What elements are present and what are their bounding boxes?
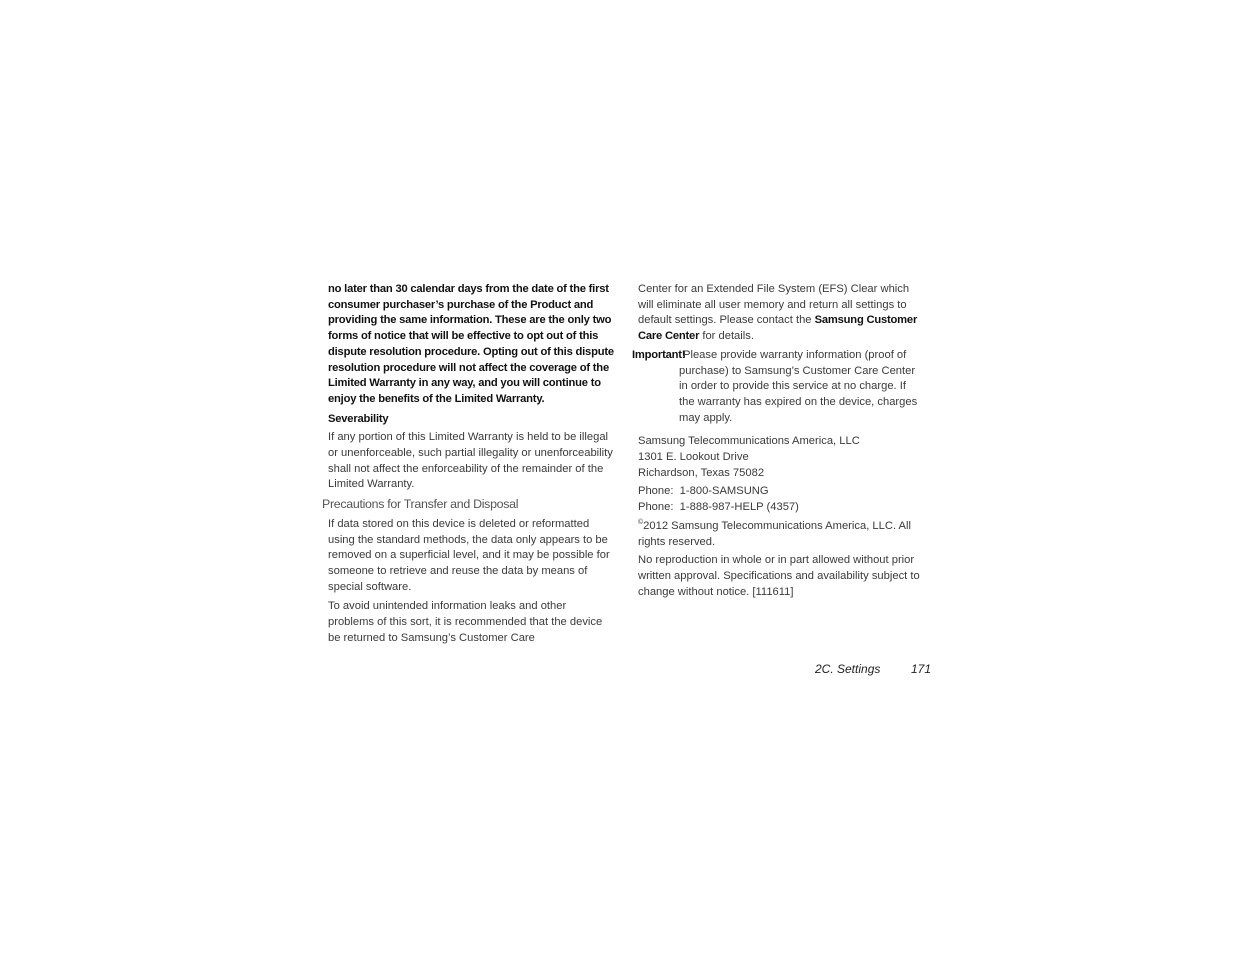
phone-samsung: Phone: 1-800-SAMSUNG [638, 485, 769, 498]
precautions-paragraph-1: If data stored on this device is deleted or reformatted using the standard methods, the data only appears to be removed on a superficial level, and it may be possible for someone to retrieve and reuse the data by means of special software. [328, 517, 610, 593]
phone-block [638, 484, 924, 515]
left-column [322, 282, 614, 650]
customer-care-center-name: Samsung Customer Care Center [638, 314, 918, 343]
page-number: 171 [910, 662, 931, 676]
copyright-notice [638, 519, 924, 550]
severability-heading: Severability [328, 412, 389, 425]
precautions-paragraph-2: To avoid unintended information leaks and other problems of this sort, it is recommended that the device be returned to Samsung’s Customer Care [328, 600, 603, 644]
efs-text-end: for details. [699, 330, 754, 343]
important-label: Important! [632, 348, 686, 361]
footer-section-title: 2C. Settings [815, 662, 881, 676]
copyright-symbol: © [638, 518, 644, 526]
address-block [638, 434, 924, 481]
important-note [632, 348, 924, 427]
copyright-text: 2012 Samsung Telecommunications America, LLC. All rights reserved. [638, 519, 911, 548]
reproduction-notice: No reproduction in whole or in part allowed without prior written approval. Specifications and availability subject to change without notice. [111611] [638, 554, 920, 598]
important-text: Please provide warranty information (proof of purchase) to Samsung’s Customer Care Center in order to provide this service at no charge. If the warranty has expired on the device, charges may apply. [679, 348, 918, 424]
right-column [632, 282, 924, 604]
efs-text-start: Center for an Extended File System (EFS) Clear which will eliminate all user memory and return all settings to default settings. Please contact the [638, 283, 910, 327]
address-company: Samsung Telecommunications America, LLC [638, 435, 860, 448]
efs-paragraph [638, 282, 924, 345]
severability-paragraph: If any portion of this Limited Warranty is held to be illegal or unenforceable, such partial illegality or unenforceability shall not affect the enforceability of the remainder of the Limited Warranty. [328, 431, 613, 491]
address-street: 1301 E. Lookout Drive [638, 451, 749, 464]
section-heading-precautions: Precautions for Transfer and Disposal [322, 497, 519, 512]
opt-out-paragraph: no later than 30 calendar days from the date of the first consumer purchaser’s purchase of the Product and providing the same information. These are the only two forms of notice that will be effective to opt out of this dispute resolution procedure. Opting out of this dispute resolution procedure will not affect the coverage of the Limited Warranty in any way, and you will continue to enjoy the benefits of the Limited Warranty. [328, 283, 614, 405]
phone-help: Phone: 1-888-987-HELP (4357) [638, 501, 799, 514]
address-city: Richardson, Texas 75082 [638, 466, 765, 479]
